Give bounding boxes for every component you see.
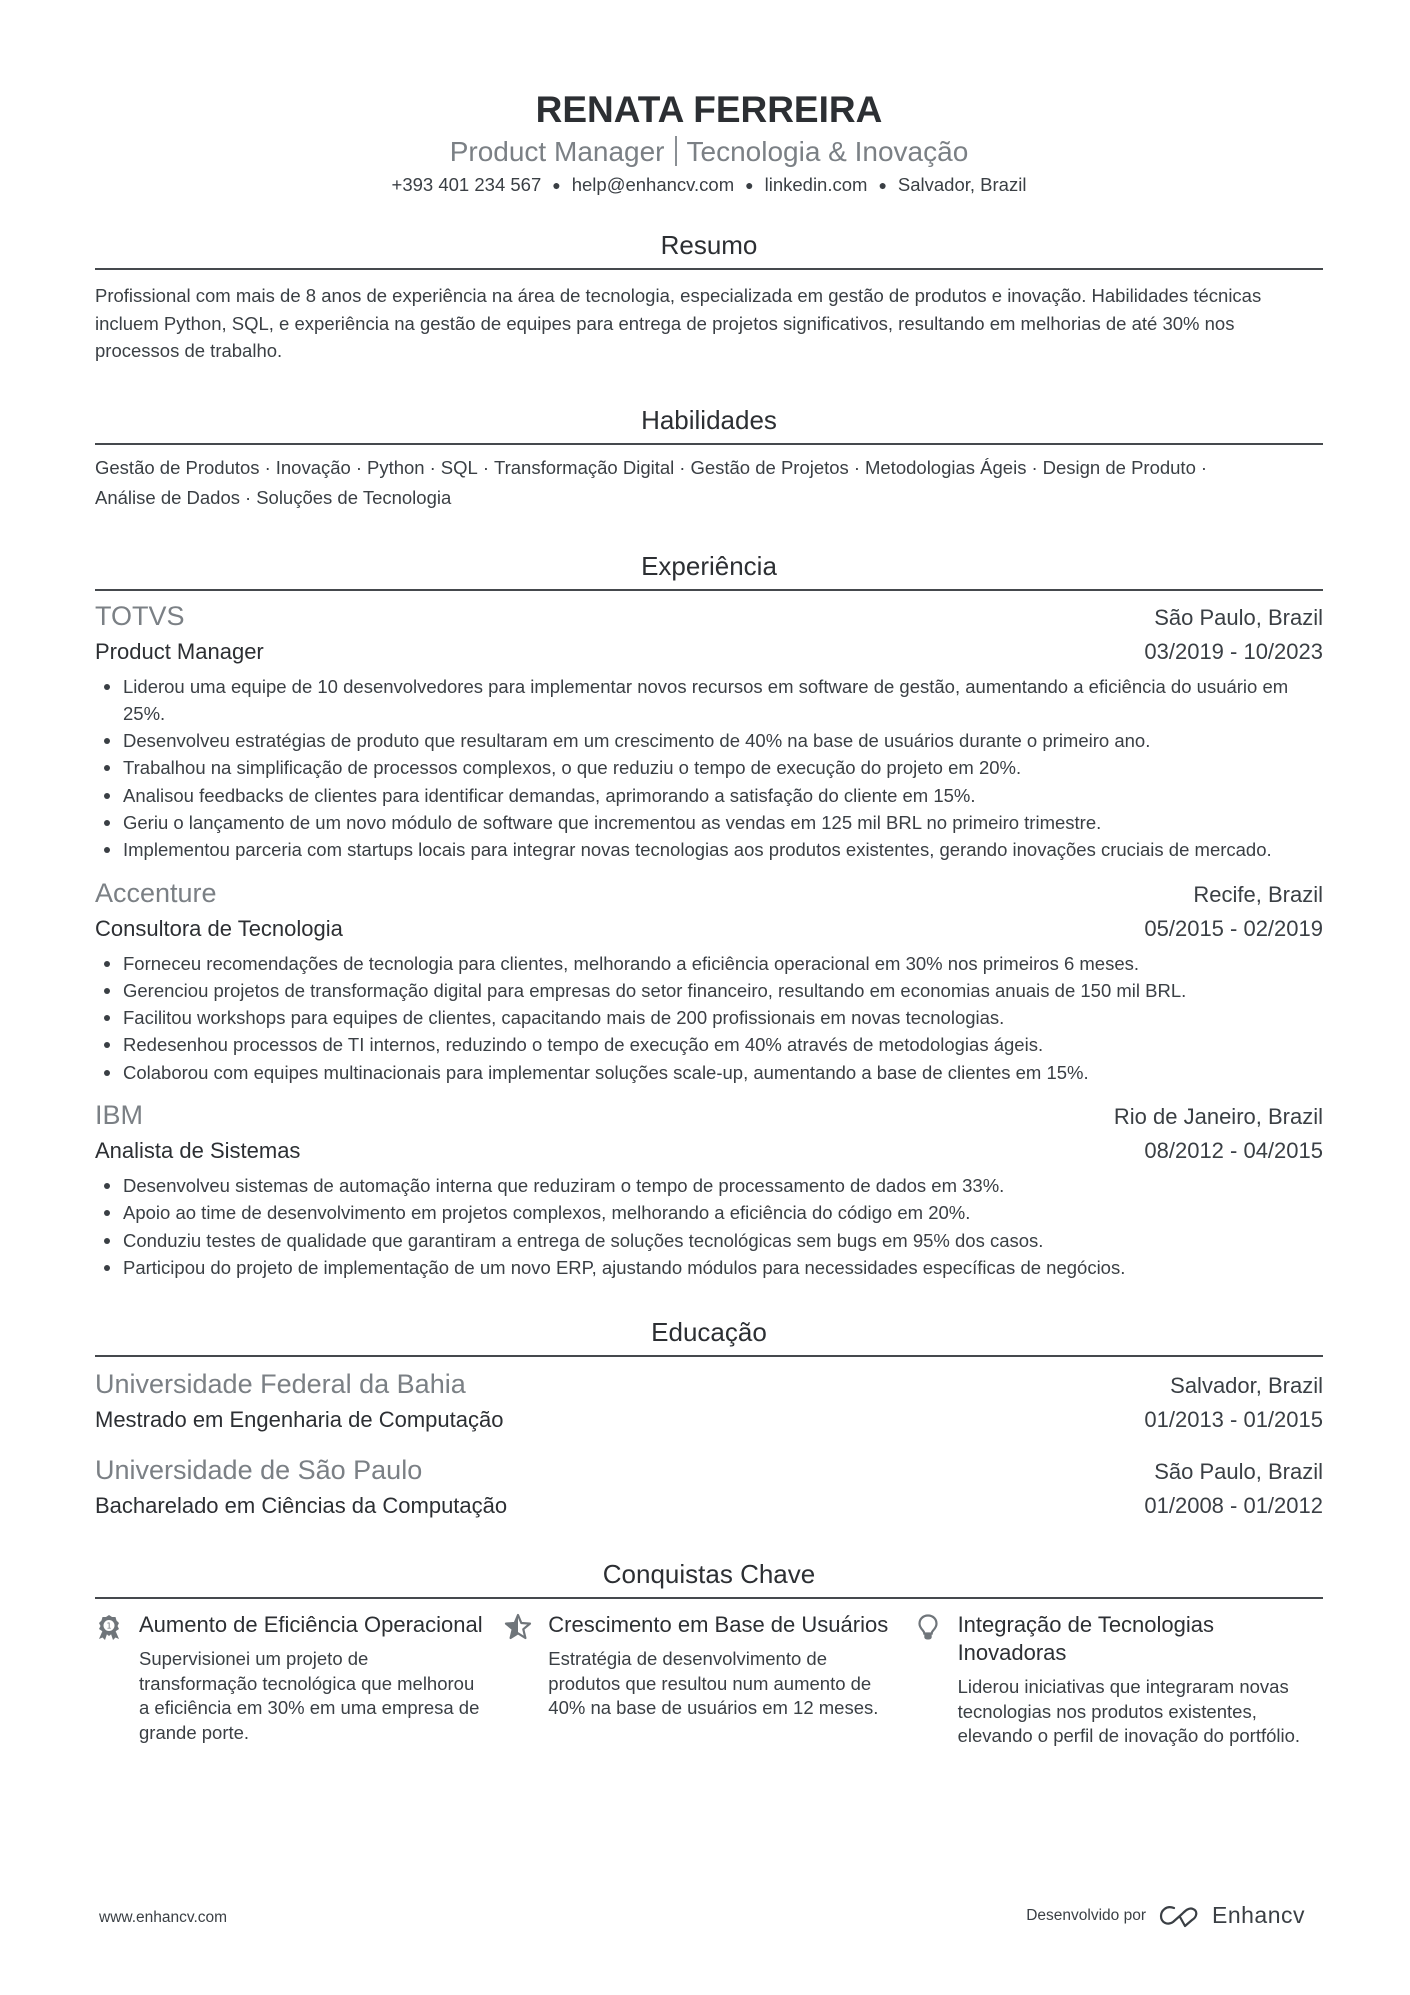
company-name: IBM bbox=[95, 1100, 144, 1131]
bullet-item: Participou do projeto de implementação de um novo ERP, ajustando módulos para necessidades específicas de negócios. bbox=[95, 1254, 1323, 1281]
lightbulb-icon bbox=[914, 1613, 942, 1641]
bullet-item: Colaborou com equipes multinacionais para implementar soluções scale-up, aumentando a base de clientes em 15%. bbox=[95, 1059, 1323, 1086]
resume-header bbox=[95, 0, 1323, 198]
achievement-description: Liderou iniciativas que integraram novas tecnologias nos produtos existentes, elevando o perfil de inovação do portfólio. bbox=[957, 1676, 1301, 1747]
bullet-item: Facilitou workshops para equipes de clientes, capacitando mais de 200 profissionais em novas tecnologias. bbox=[95, 1004, 1323, 1031]
experience-section bbox=[95, 549, 1323, 1282]
footer-website[interactable]: www.enhancv.com bbox=[99, 1909, 228, 1926]
section-title-skills: Habilidades bbox=[95, 403, 1323, 445]
achievement-item bbox=[914, 1611, 1323, 1749]
job-bullets bbox=[95, 673, 1323, 864]
bullet-item: Desenvolveu sistemas de automação interna que reduziram o tempo de processamento de dados em 33%. bbox=[95, 1172, 1323, 1199]
section-title-experience: Experiência bbox=[95, 549, 1323, 591]
brand-name: Enhancv bbox=[1211, 1902, 1305, 1928]
skill-item: Metodologias Ágeis bbox=[864, 456, 1027, 478]
candidate-title bbox=[95, 134, 1323, 170]
school-name: Universidade Federal da Bahia bbox=[95, 1369, 466, 1400]
contact-email[interactable]: help@enhancv.com bbox=[571, 174, 735, 195]
skills-section bbox=[95, 403, 1323, 513]
achievement-title: Integração de Tecnologias Inovadoras bbox=[957, 1612, 1215, 1666]
candidate-name: RENATA FERREIRA bbox=[535, 89, 883, 130]
separator-dot: ● bbox=[878, 177, 887, 193]
summary-text: Profissional com mais de 8 anos de experiência na área de tecnologia, especializada em gestão de produtos e inovação. Habilidades técnicas incluem Python, SQL, e experiência na gestão de equipes para entrega de projetos significativos, resultando em melhorias de até 30% nos processos de trabalho. bbox=[95, 285, 1262, 361]
achievement-description: Estratégia de desenvolvimento de produtos que resultou num aumento de 40% na base de usuários em 12 meses. bbox=[548, 1648, 879, 1719]
job-dates: 03/2019 - 10/2023 bbox=[1144, 638, 1323, 664]
title-field: Tecnologia & Inovação bbox=[686, 136, 969, 167]
skill-item: Design de Produto bbox=[1042, 456, 1196, 478]
achievement-item bbox=[504, 1611, 913, 1749]
school-location: São Paulo, Brazil bbox=[1154, 1459, 1323, 1485]
enhancv-logo-icon bbox=[1158, 1903, 1204, 1929]
svg-text:1: 1 bbox=[106, 1621, 112, 1631]
skill-item: Transformação Digital bbox=[493, 456, 675, 478]
footer-branding bbox=[1026, 1902, 1305, 1929]
title-role: Product Manager bbox=[449, 136, 665, 167]
job-location: São Paulo, Brazil bbox=[1154, 604, 1323, 630]
separator-dot: ● bbox=[745, 177, 754, 193]
award-ribbon-icon bbox=[95, 1613, 123, 1641]
job-role: Product Manager bbox=[95, 638, 264, 664]
skill-item: SQL bbox=[440, 456, 478, 478]
achievements-section bbox=[95, 1557, 1323, 1749]
education-entry bbox=[95, 1453, 1323, 1523]
contact-info bbox=[95, 172, 1323, 198]
section-title-education: Educação bbox=[95, 1315, 1323, 1357]
achievement-title: Aumento de Eficiência Operacional bbox=[139, 1612, 483, 1638]
contact-phone: +393 401 234 567 bbox=[391, 174, 542, 195]
skills-list: Gestão de Produtos · Inovação · Python · SQL · Transformação Digital · Gestão de Projetos · Metodologias Ágeis · Design de Produto · Análise de Dados · Soluções de Tecnologia bbox=[95, 456, 1208, 508]
experience-entry bbox=[95, 599, 1323, 864]
job-bullets bbox=[95, 950, 1323, 1086]
school-location: Salvador, Brazil bbox=[1170, 1373, 1323, 1399]
job-bullets bbox=[95, 1172, 1323, 1281]
achievement-title: Crescimento em Base de Usuários bbox=[548, 1612, 889, 1638]
bullet-item: Gerenciou projetos de transformação digital para empresas do setor financeiro, resultando em economias anuais de 150 mil BRL. bbox=[95, 977, 1323, 1004]
skill-item: Análise de Dados bbox=[95, 486, 241, 508]
experience-entry bbox=[95, 876, 1323, 1086]
education-entry bbox=[95, 1367, 1323, 1437]
job-dates: 05/2015 - 02/2019 bbox=[1144, 915, 1323, 941]
degree: Bacharelado em Ciências da Computação bbox=[95, 1493, 508, 1519]
bullet-item: Liderou uma equipe de 10 desenvolvedores para implementar novos recursos em software de gestão, aumentando a eficiência do usuário em 25%. bbox=[95, 673, 1323, 728]
section-title-summary: Resumo bbox=[95, 228, 1323, 270]
experience-entry bbox=[95, 1098, 1323, 1281]
contact-location: Salvador, Brazil bbox=[897, 174, 1027, 195]
bullet-item: Apoio ao time de desenvolvimento em projetos complexos, melhorando a eficiência do código em 20%. bbox=[95, 1199, 1323, 1226]
bullet-item: Implementou parceria com startups locais para integrar novas tecnologias aos produtos existentes, gerando inovações cruciais de mercado. bbox=[95, 836, 1323, 863]
skill-item: Gestão de Projetos bbox=[690, 456, 849, 478]
education-dates: 01/2013 - 01/2015 bbox=[1144, 1407, 1323, 1433]
skill-item: Inovação bbox=[275, 456, 351, 478]
bullet-item: Analisou feedbacks de clientes para identificar demandas, aprimorando a satisfação do cliente em 15%. bbox=[95, 782, 1323, 809]
achievement-item bbox=[95, 1611, 504, 1749]
job-dates: 08/2012 - 04/2015 bbox=[1144, 1138, 1323, 1164]
skill-item: Gestão de Produtos bbox=[95, 456, 260, 478]
company-name: Accenture bbox=[95, 877, 217, 908]
skill-item: Python bbox=[367, 456, 425, 478]
title-separator bbox=[675, 136, 677, 166]
contact-linkedin[interactable]: linkedin.com bbox=[764, 174, 868, 195]
bullet-item: Forneceu recomendações de tecnologia para clientes, melhorando a eficiência operacional em 30% nos primeiros 6 meses. bbox=[95, 950, 1323, 977]
resume-page bbox=[95, 0, 1323, 1749]
job-role: Analista de Sistemas bbox=[95, 1138, 301, 1164]
summary-section bbox=[95, 228, 1323, 365]
bullet-item: Trabalhou na simplificação de processos complexos, o que reduziu o tempo de execução do projeto em 20%. bbox=[95, 754, 1323, 781]
achievement-description: Supervisionei um projeto de transformação tecnológica que melhorou a eficiência em 30% em uma empresa de grande porte. bbox=[139, 1648, 480, 1743]
job-location: Rio de Janeiro, Brazil bbox=[1113, 1104, 1323, 1130]
school-name: Universidade de São Paulo bbox=[95, 1455, 423, 1486]
bullet-item: Geriu o lançamento de um novo módulo de software que incrementou as vendas em 125 mil BRL no primeiro trimestre. bbox=[95, 809, 1323, 836]
job-role: Consultora de Tecnologia bbox=[95, 915, 343, 941]
section-title-achievements: Conquistas Chave bbox=[95, 1557, 1323, 1599]
bullet-item: Conduziu testes de qualidade que garantiram a entrega de soluções tecnológicas sem bugs em 95% dos casos. bbox=[95, 1227, 1323, 1254]
achievements-grid bbox=[95, 1611, 1323, 1749]
star-icon bbox=[504, 1613, 532, 1641]
bullet-item: Redesenhou processos de TI internos, reduzindo o tempo de execução em 40% através de metodologias ágeis. bbox=[95, 1031, 1323, 1058]
education-section bbox=[95, 1315, 1323, 1523]
education-dates: 01/2008 - 01/2012 bbox=[1144, 1493, 1323, 1519]
powered-by-label: Desenvolvido por bbox=[1026, 1906, 1146, 1924]
company-name: TOTVS bbox=[95, 600, 185, 631]
skill-item: Soluções de Tecnologia bbox=[256, 486, 452, 508]
bullet-item: Desenvolveu estratégias de produto que resultaram em um crescimento de 40% na base de usuários durante o primeiro ano. bbox=[95, 727, 1323, 754]
separator-dot: ● bbox=[552, 177, 561, 193]
degree: Mestrado em Engenharia de Computação bbox=[95, 1407, 504, 1433]
job-location: Recife, Brazil bbox=[1193, 881, 1323, 907]
